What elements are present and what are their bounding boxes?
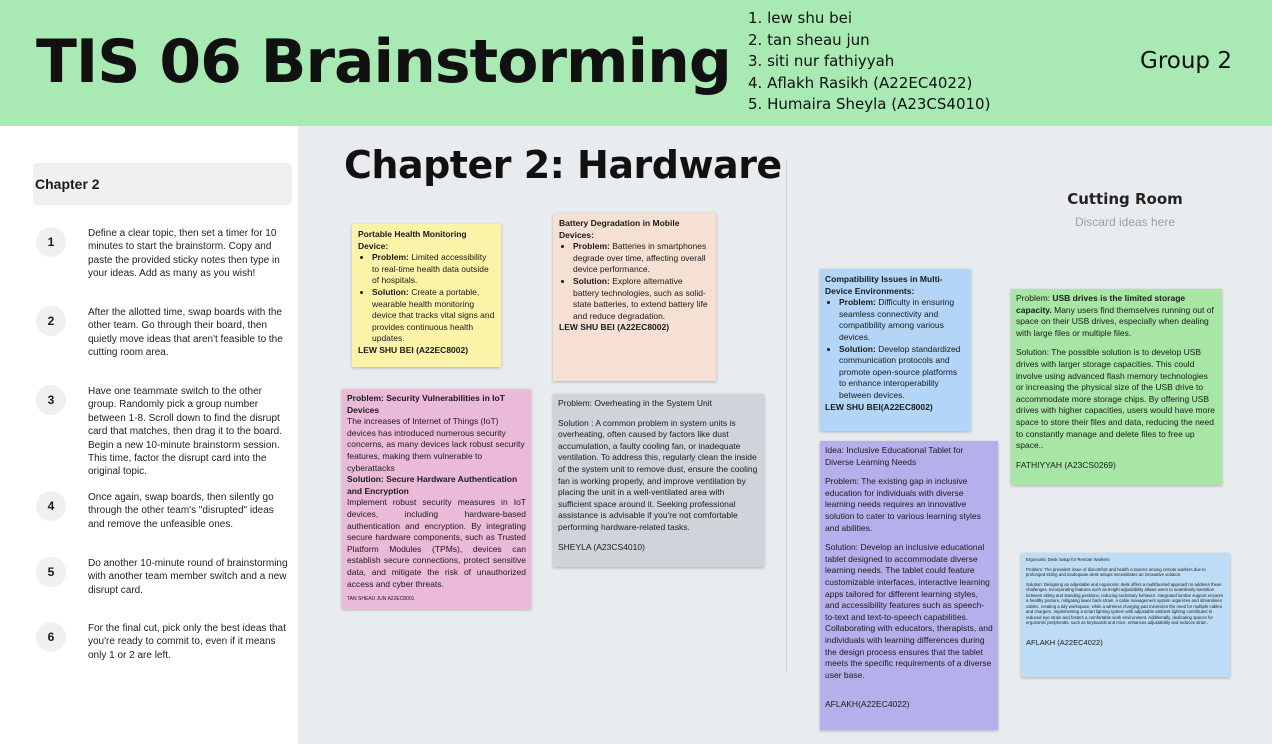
board-main-title: TIS 06 Brainstorming bbox=[36, 27, 731, 97]
step-text: Define a clear topic, then set a timer for 10 minutes to start the brainstorm. Copy and paste the provided sticky notes then type in your ideas. Add as many as you wish! bbox=[88, 228, 280, 280]
sticky-note[interactable] bbox=[352, 224, 501, 367]
member-item: 4. Aflakh Rasikh (A22EC4022) bbox=[748, 73, 973, 92]
note-author: LEW SHU BEI (A22EC8002) bbox=[358, 344, 469, 355]
note-title: Battery Degradation in Mobile Devices: bbox=[559, 218, 680, 240]
sticky-note[interactable] bbox=[553, 213, 716, 381]
sticky-note[interactable] bbox=[820, 269, 971, 431]
note-text: Create a portable, wearable health monitoring device that tracks vital signs and provides continuous health updates. bbox=[372, 286, 495, 344]
step-number: 3 bbox=[36, 385, 66, 415]
note-title: Problem: Security Vulnerabilities in IoT Devices bbox=[347, 393, 505, 415]
note-body: Solution : A common problem in system units is overheating, often caused by factors like dust accumulation, a faulty cooling fan, or inadequate ventilation. To address this, regularly clean the inside of the system unit to remove dust, ensure the cooling fan is working properly, and improve ventilation by placing the unit in a well-ventilated area with sufficient space around it. Seeking professional assistance is advisable if you're not comfortable performing hardware-related tasks. bbox=[558, 417, 758, 532]
member-item: 3. siti nur fathiyyah bbox=[748, 52, 895, 71]
cutting-room-subtitle: Discard ideas here bbox=[1074, 215, 1176, 229]
note-solution: Solution: Develop an inclusive educational tablet designed to accommodate diverse learning needs. The tablet could feature customizable interfaces, interactive learning apps tailored for different learning styles, and accessibility features such as speech-to-text and text-to-speech capabilities. Collaborating with educators, therapists, and individuals with learning differences during the design process ensures that the tablet meets the specific requirements of a diverse user base. bbox=[825, 542, 993, 680]
note-label: Problem: bbox=[372, 252, 409, 263]
note-problem: The increases of Internet of Things (IoT) devices has introduced numerous security concerns, as many devices lack robust security features, making them vulnerable to cyberattacks bbox=[347, 416, 525, 473]
note-text: Many users find themselves running out of space on their USB drives, especially when dealing with large files or multiple files. bbox=[1016, 304, 1214, 338]
step-text: Have one teammate switch to the other group. Randomly pick a group number between 1-8. Scroll down to find the disrupt card that matches, then drag it to the board. Begin a new 10-minute brainstorm session. This time, factor the disrupt card into the original topic. bbox=[88, 386, 283, 478]
note-author: AFLAKH (A22EC4022) bbox=[1026, 637, 1103, 647]
step-number: 6 bbox=[36, 622, 66, 652]
board-divider bbox=[786, 160, 787, 672]
note-solution: Solution: The possible solution is to develop USB drives with larger storage capacities. This could involve using advanced flash memory technologies or increasing the physical size of the USB drive to accommodate more storage chips. By offering USB drives with higher capacities, users would have more space to store their files and data, reducing the need to constantly manage and delete files to free up space.. bbox=[1016, 347, 1215, 451]
sticky-note[interactable] bbox=[553, 394, 764, 567]
note-text: Explore alternative battery technologies, such as solid-state batteries, to extend battery life and reduce degradation. bbox=[573, 275, 708, 321]
member-item: 5. Humaira Sheyla (A23CS4010) bbox=[748, 95, 991, 114]
note-text: Develop standardized communication protocols and promote open-source platforms to enhance interoperability between devices. bbox=[839, 343, 961, 400]
note-problem: Problem: The existing gap in inclusive education for individuals with diverse learning needs requires an innovative solution to cater to various learning styles and abilities. bbox=[825, 476, 981, 533]
cutting-room-title: Cutting Room bbox=[1067, 190, 1183, 208]
note-label: USB drives is the limited storage capacity. bbox=[1016, 293, 1186, 315]
member-item: 1. lew shu bei bbox=[748, 9, 853, 27]
note-label: Solution: bbox=[573, 275, 610, 286]
header-banner bbox=[0, 0, 1272, 126]
note-author: LEW SHU BEI(A22EC8002) bbox=[825, 401, 933, 412]
step-text: Once again, swap boards, then silently go through the other team's "disrupted" ideas and remove the unfeasible ones. bbox=[88, 492, 274, 530]
chapter-title: Chapter 2: Hardware bbox=[344, 143, 782, 187]
note-title: Ergonomic Desk Setup for Remote Workers bbox=[1026, 557, 1110, 562]
note-solution-title: Solution: Secure Hardware Authentication and Encryption bbox=[347, 474, 518, 496]
note-author: AFLAKH(A22EC4022) bbox=[825, 699, 910, 710]
note-label: Problem: bbox=[1016, 293, 1053, 303]
member-item: 2. tan sheau jun bbox=[748, 30, 870, 49]
note-label: Problem: bbox=[839, 297, 876, 308]
note-text: Batteries in smartphones degrade over time, affecting overall device performance. bbox=[573, 241, 707, 275]
note-label: Solution: bbox=[839, 343, 876, 354]
note-title: Compatibility Issues in Multi-Device Environments: bbox=[825, 274, 943, 296]
step-text: After the allotted time, swap boards with the other team. Go through their board, then quietly move ideas that aren't feasible to the cutting room area. bbox=[88, 307, 283, 359]
note-title: Problem: Overheating in the System Unit bbox=[558, 398, 713, 408]
note-author: SHEYLA (A23CS4010) bbox=[558, 541, 645, 552]
note-title: Portable Health Monitoring Device: bbox=[358, 229, 467, 251]
note-label: Problem: bbox=[573, 241, 610, 252]
note-author: LEW SHU BEI (A22EC8002) bbox=[559, 322, 670, 333]
sticky-note[interactable] bbox=[820, 441, 998, 730]
note-solution: Solution: Designing an adjustable and ergonomic desk offers a multifaceted approach to address these challenges. Incorporating features such as height adjustability allows users to seamlessly transition between sitting and standing positions, reducing sedentary behavior. Integrated lumbar support ensures a healthy posture, mitigating lower back strain. A cable management system organizes and streamlines cables, creating a tidy workspace, while a wireless charging pad minimizes the need for multiple cables and chargers. Implementing a smart lighting system with adjustable ambient lighting contributes to reduced eye strain and fosters a comfortable work environment. Additionally, dedicating spaces for ergonomic peripherals, such as keyboards and mice, enhances adjustability and reduces strain. bbox=[1026, 581, 1224, 625]
note-title: Idea: Inclusive Educational Tablet for Diverse Learning Needs bbox=[825, 445, 964, 467]
sticky-note[interactable] bbox=[1021, 553, 1230, 677]
sticky-note[interactable] bbox=[1011, 289, 1222, 485]
step-number: 1 bbox=[36, 227, 66, 257]
sticky-note[interactable] bbox=[342, 389, 531, 609]
note-text: Difficulty in ensuring seamless connectivity and compatibility among various devices. bbox=[839, 297, 955, 342]
note-problem: Problem: The prevalent issue of discomfort and health concerns among remote workers due to prolonged sitting and inadequate desk setups necessitates an innovative solution. bbox=[1026, 566, 1206, 577]
step-number: 2 bbox=[36, 306, 66, 336]
step-number: 5 bbox=[36, 557, 66, 587]
note-solution: Implement robust security measures in IoT devices, including hardware-based authentication and encryption. By integrating secure hardware components, such as Trusted Platform Modules (TPMs), devices can establish secure connections, protect sensitive data, and mitigate the risk of unauthorized access and cyber threats. bbox=[347, 497, 526, 589]
step-number: 4 bbox=[36, 491, 66, 521]
note-author: FATHIYYAH (A23CS0269) bbox=[1016, 459, 1116, 470]
note-text: Limited accessibility to real-time health data outside of hospitals. bbox=[372, 252, 489, 286]
group-label: Group 2 bbox=[1140, 48, 1232, 74]
step-text: For the final cut, pick only the best ideas that you're ready to commit to, even if it means only 1 or 2 are left. bbox=[88, 623, 286, 661]
step-text: Do another 10-minute round of brainstorming with another team member switch and a new disrupt card. bbox=[88, 558, 288, 596]
note-label: Solution: bbox=[372, 286, 409, 297]
member-list bbox=[748, 8, 990, 116]
chapter-tab[interactable]: Chapter 2 bbox=[33, 163, 292, 205]
note-author: TAN SHEAU JUN A22EC8001 bbox=[347, 596, 415, 603]
